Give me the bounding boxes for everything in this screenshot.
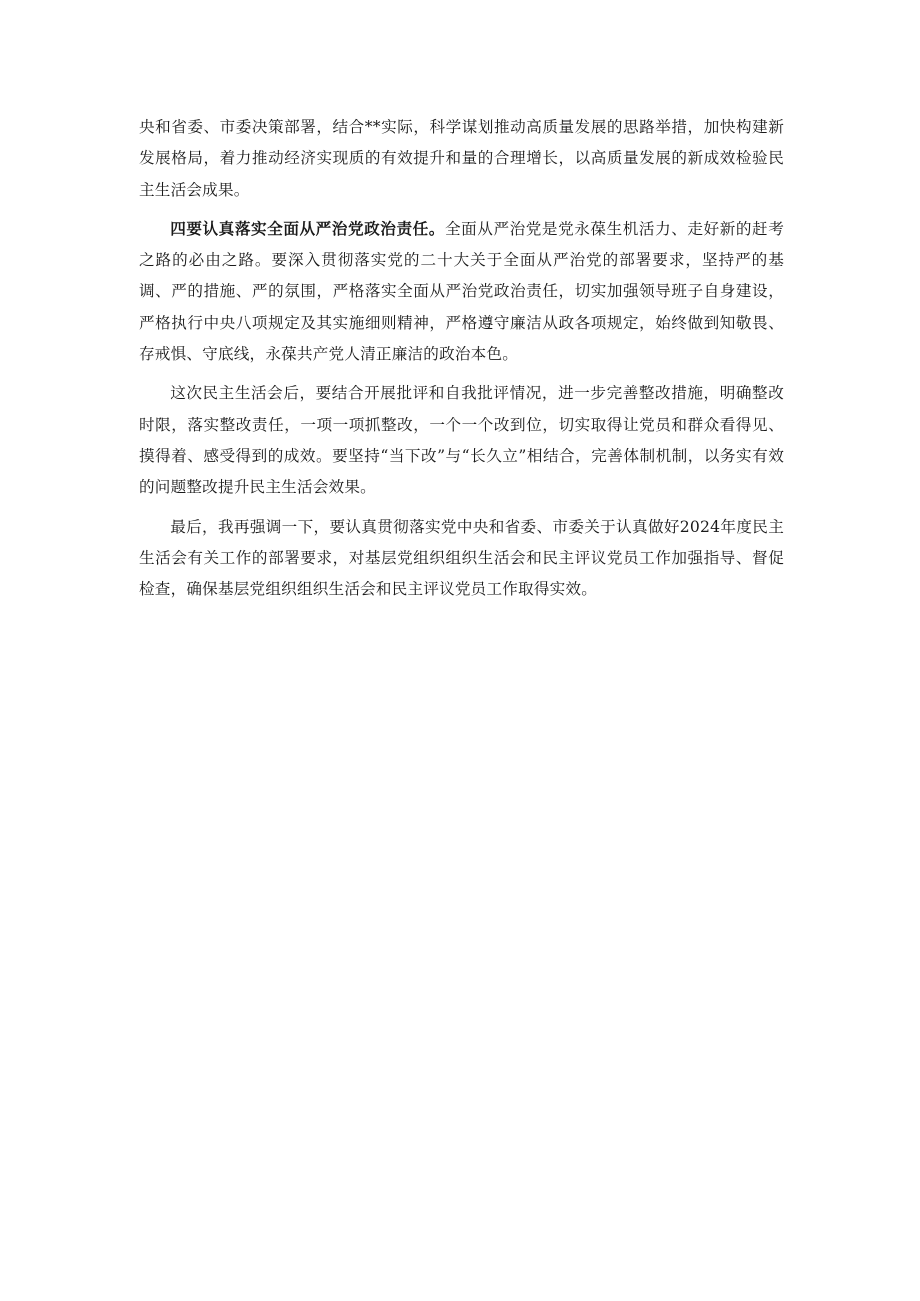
document-page	[139, 112, 784, 613]
paragraph-3	[139, 378, 784, 503]
paragraph-1-text: 央和省委、市委决策部署，结合**实际，科学谋划推动高质量发展的思路举措，加快构建新发展格局，着力推动经济实现质的有效提升和量的合理增长，以高质量发展的新成效检验民主生活会成果。	[139, 118, 784, 199]
paragraph-2-heading: 四要认真落实全面从严治党政治责任。	[170, 219, 445, 238]
paragraph-2	[139, 214, 784, 370]
paragraph-4	[139, 512, 784, 606]
paragraph-1	[139, 112, 784, 206]
paragraph-2-text: 全面从严治党是党永葆生机活力、走好新的赶考之路的必由之路。要深入贯彻落实党的二十大关于全面从严治党的部署要求，坚持严的基调、严的措施、严的氛围，严格落实全面从严治党政治责任，切实加强领导班子自身建设，严格执行中央八项规定及其实施细则精神，严格遵守廉洁从政各项规定，始终做到知敬畏、存戒惧、守底线，永葆共产党人清正廉洁的政治本色。	[139, 219, 784, 364]
paragraph-4-text: 最后，我再强调一下，要认真贯彻落实党中央和省委、市委关于认真做好2024年度民主生活会有关工作的部署要求，对基层党组织组织生活会和民主评议党员工作加强指导、督促检查，确保基层党组织组织生活会和民主评议党员工作取得实效。	[139, 517, 784, 599]
paragraph-3-text: 这次民主生活会后，要结合开展批评和自我批评情况，进一步完善整改措施，明确整改时限，落实整改责任，一项一项抓整改，一个一个改到位，切实取得让党员和群众看得见、摸得着、感受得到的成效。要坚持“当下改”与“长久立”相结合，完善体制机制，以务实有效的问题整改提升民主生活会效果。	[139, 384, 784, 497]
